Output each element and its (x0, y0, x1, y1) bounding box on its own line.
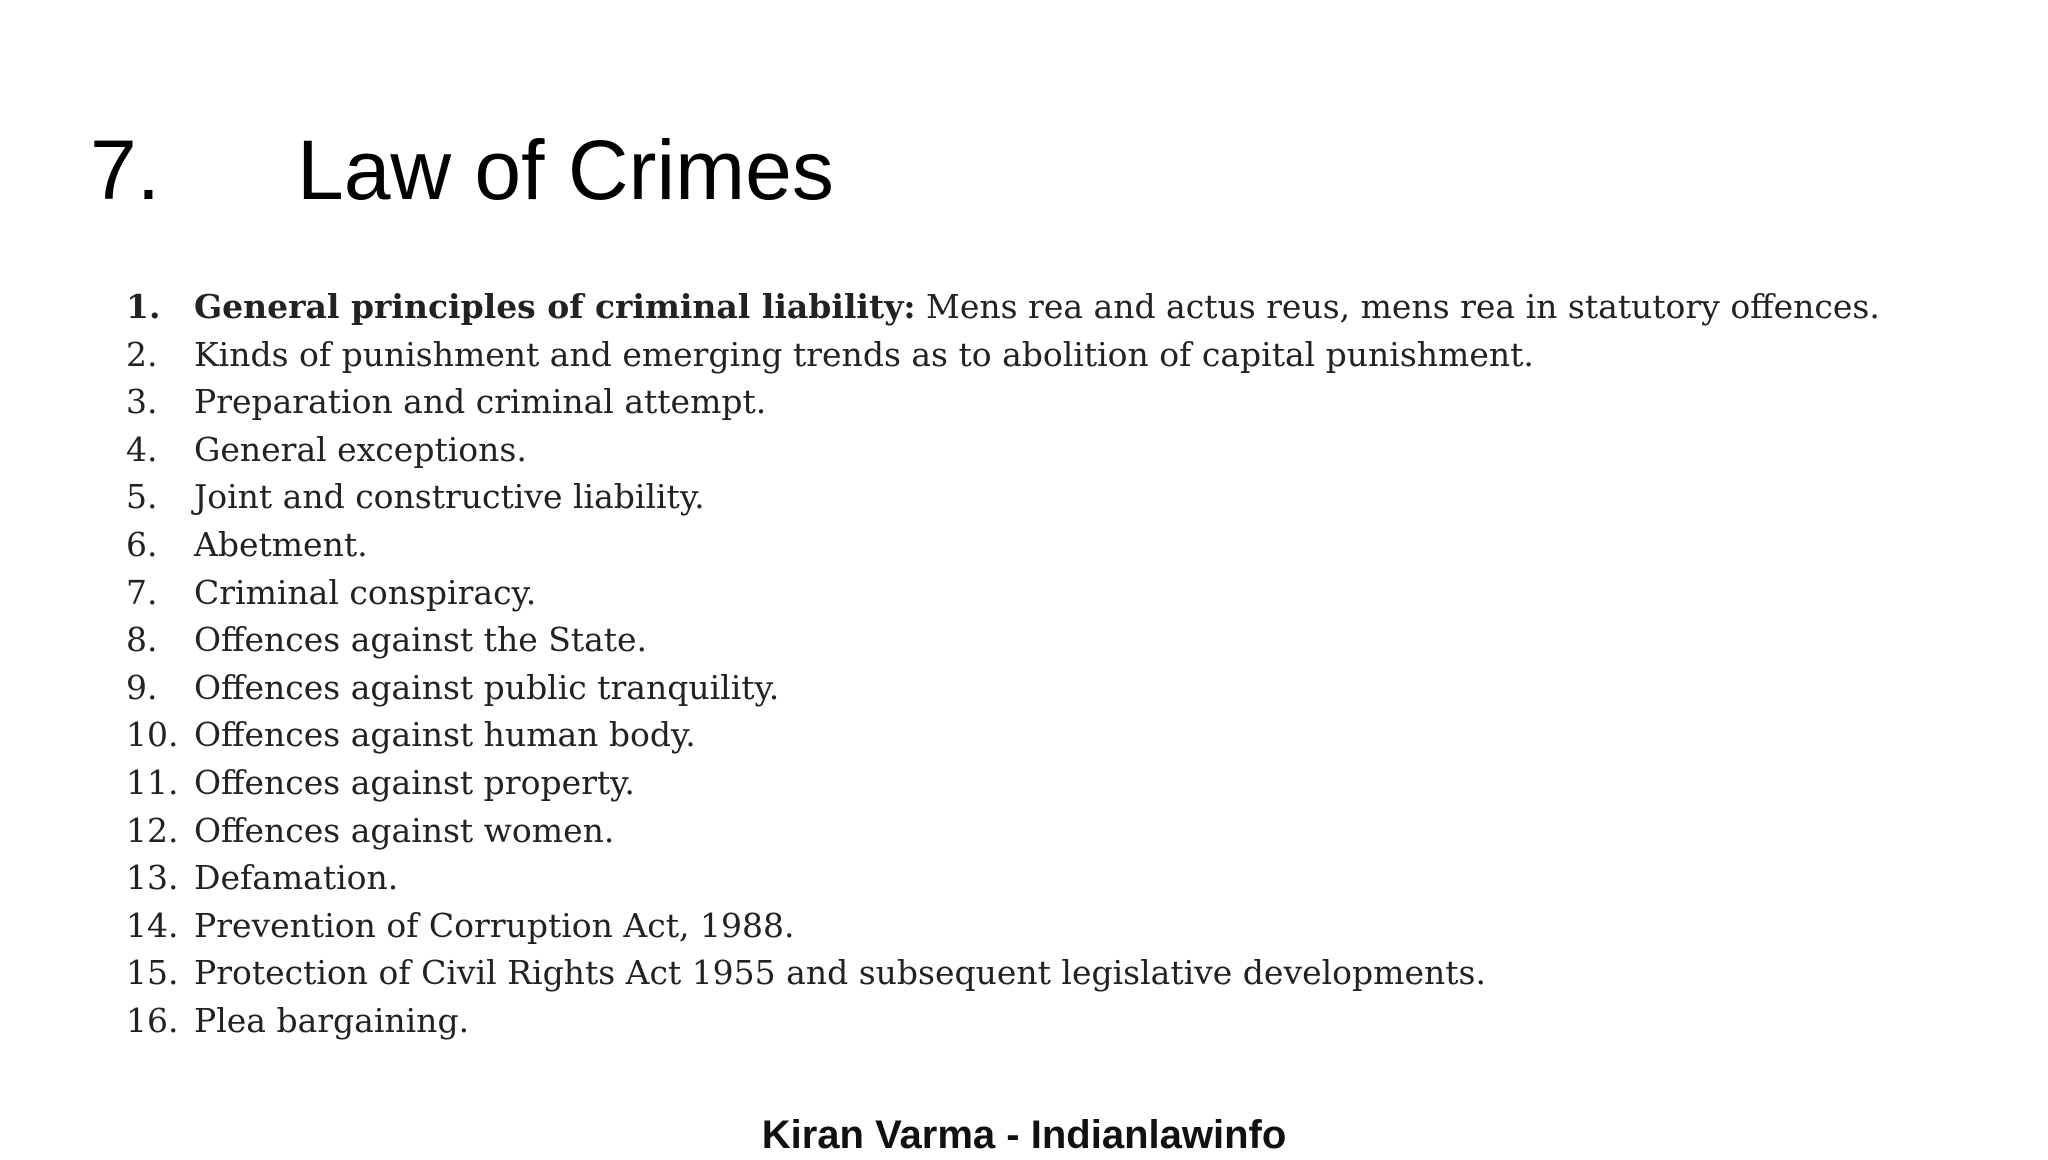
list-item-content (194, 569, 536, 617)
list-item (126, 378, 1986, 426)
list-item (126, 949, 1986, 997)
list-item (126, 616, 1986, 664)
list-item-content (194, 997, 469, 1045)
topic-list (126, 283, 1986, 1045)
list-item (126, 426, 1986, 474)
list-item-number: 3. (126, 382, 158, 422)
list-item-text: Protection of Civil Rights Act 1955 and subsequent legislative developments. (194, 953, 1486, 993)
list-item-text: Criminal conspiracy. (194, 572, 537, 612)
list-item-text: Abetment. (194, 524, 368, 564)
list-item-number: 8. (126, 620, 158, 660)
list-item-number: 7. (126, 572, 158, 612)
list-item-number: 16. (126, 1000, 179, 1040)
list-item-heading: General principles of criminal liability: (194, 287, 916, 326)
list-item-text: Offences against women. (194, 810, 615, 850)
footer-credit: Kiran Varma - Indianlawinfo (761, 1113, 1287, 1157)
list-item-content (194, 331, 1534, 379)
list-item-text: Preparation and criminal attempt. (194, 382, 767, 422)
list-item-number: 12. (126, 810, 179, 850)
list-item-number: 4. (126, 429, 158, 469)
list-item-number: 15. (126, 953, 179, 993)
list-item-number: 10. (126, 715, 179, 755)
list-item-content (194, 283, 1880, 331)
list-item-text: Prevention of Corruption Act, 1988. (194, 905, 795, 945)
list-item-number: 1. (126, 287, 161, 326)
list-item (126, 902, 1986, 950)
list-item (126, 283, 1986, 331)
list-item (126, 569, 1986, 617)
list-item-content (194, 711, 696, 759)
list-item (126, 664, 1986, 712)
list-item-number: 2. (126, 334, 158, 374)
list-item-content (194, 807, 614, 855)
list-item (126, 521, 1986, 569)
title-number: 7. (90, 123, 161, 217)
list-item-text: General exceptions. (194, 429, 527, 469)
list-item (126, 711, 1986, 759)
list-item-content (194, 378, 766, 426)
list-item-content (194, 426, 527, 474)
list-item-content (194, 664, 779, 712)
list-item (126, 807, 1986, 855)
list-item-content (194, 949, 1486, 997)
list-item-number: 11. (126, 762, 179, 802)
list-item-number: 5. (126, 477, 158, 517)
list-item-content (194, 902, 794, 950)
list-item (126, 473, 1986, 521)
list-item (126, 854, 1986, 902)
list-item (126, 997, 1986, 1045)
list-item-number: 14. (126, 905, 179, 945)
list-item-text: Offences against property. (194, 762, 635, 802)
list-item-content (194, 759, 635, 807)
list-item-text: Kinds of punishment and emerging trends as to abolition of capital punishment. (194, 334, 1534, 374)
list-item (126, 331, 1986, 379)
list-item-content (194, 854, 398, 902)
slide-title (90, 120, 834, 220)
list-item-text: Joint and constructive liability. (194, 477, 705, 517)
list-item-text: Mens rea and actus reus, mens rea in statutory offences. (915, 287, 1880, 326)
list-item-text: Defamation. (194, 858, 399, 898)
list-item-content (194, 521, 368, 569)
list-item-text: Offences against human body. (194, 715, 696, 755)
list-item-number: 6. (126, 524, 158, 564)
list-item-content (194, 473, 705, 521)
list-item-text: Offences against public tranquility. (194, 667, 780, 707)
title-text: Law of Crimes (297, 123, 834, 217)
list-item-number: 13. (126, 858, 179, 898)
list-item-number: 9. (126, 667, 158, 707)
list-item-content (194, 616, 647, 664)
list-item-text: Offences against the State. (194, 620, 648, 660)
list-item (126, 759, 1986, 807)
list-item-text: Plea bargaining. (194, 1000, 470, 1040)
